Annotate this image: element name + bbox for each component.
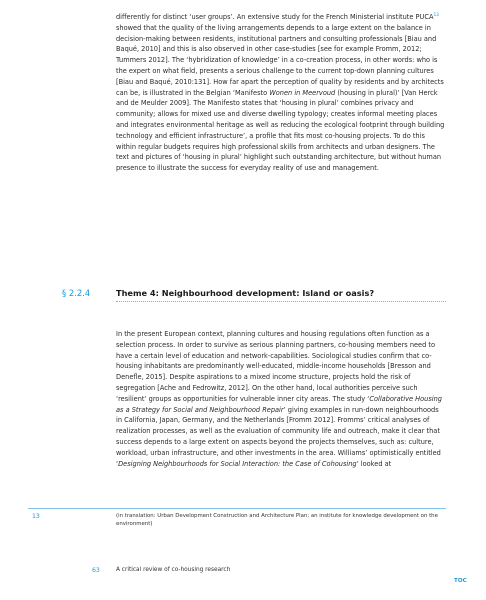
section-divider: [116, 301, 446, 302]
page-number: 63: [92, 567, 100, 574]
running-title: A critical review of co-housing research: [116, 567, 231, 573]
para1-text-c: (housing in plural)’ [Van Herck and de Meulder 2009]. The Manifesto states that ‘housing in plural’ combines privacy and community; allows for mixed use and diverse dwelling typology; creates informal meeting places and integrates environmental heritage as well as reducing the ecological footprint through building technology and efficient infrastructure’, a profile that fits most co-housing projects. To do this within regular budgets requires high professional skills from architects and urban designers. The text and pictures of ‘housing in plural’ highlight such outstanding architecture, but without human presence to illustrate the success for everyday reality of use and management.: [116, 88, 445, 173]
para1-italic-title: Wonen in Meervoud: [269, 88, 336, 97]
para2-text-c: ’ looked at: [356, 459, 392, 468]
para1-text-b: showed that the quality of the living arrangements depends to a large extent on the balance in decision-making between residents, institutional partners and consulting professionals [Biau and Baqué, 2010] and this is also observed in other case-studies [see for example Fromm, 2012; Tummers 2012]. The ‘hybridization of knowledge’ in a co-creation process, in other words: who is the expert on what field, presents a serious challenge to the current top-down planning cultures [Biau and Baqué, 2010:131]. How far apart the perception of quality by residents and by architects can be, is illustrated in the Belgian ‘Manifesto: [116, 23, 444, 97]
body-paragraph-1: [116, 12, 446, 174]
footnote-text: (in translation: Urban Development Construction and Architecture Plan; an institute for knowledge development on the environment): [116, 513, 438, 528]
para2-italic-title-2: Designing Neighbourhoods for Social Interaction: the Case of Cohousing: [118, 459, 357, 468]
footnote-divider: [28, 508, 446, 509]
para1-text-a: differently for distinct ‘user groups’. An extensive study for the French Ministerial institute PUCA: [116, 13, 434, 21]
section-title: Theme 4: Neighbourhood development: Island or oasis?: [116, 288, 375, 298]
section-heading: [0, 287, 486, 303]
para2-text-a: In the present European context, planning cultures and housing regulations often function as a selection process. In order to survive as serious planning partners, co-housing members need to have a certain level of education and network-capabilities. Sociological studies confirm that co-housing inhabitants are predominantly well-educated, middle-income households [Bresson and Denefle, 2015]. Despite aspirations to a mixed income structure, projects hold the risk of segregation [Ache and Fedrowitz, 2012]. On the other hand, local authorities perceive such ‘resilient’ groups as opportunities for vulnerable inner city areas. The study ‘: [116, 330, 436, 403]
section-number: § 2.2.4: [62, 288, 91, 298]
toc-link[interactable]: TOC: [454, 578, 467, 584]
para2-text-b: ’ giving examples in run-down neighbourhoods in California, Japan, Germany, and the Netherlands [Fromm 2012]. Fromms’ critical analyses of realization processes, as well as the evaluation of community life and outreach, make it clear that success depends to a large extent on aspects beyond the projects themselves, such as: culture, workload, urban infrastructure, and other investments in the area. Williams’ optimistically entitled ‘: [116, 405, 441, 468]
footnote-number: 13: [32, 513, 40, 520]
para2-italic-title-1: Collaborative Housing as a Strategy for Social and Neighbourhood Repair: [116, 394, 442, 414]
footnote-reference-13[interactable]: 13: [433, 13, 439, 18]
body-paragraph-2: [116, 329, 446, 469]
